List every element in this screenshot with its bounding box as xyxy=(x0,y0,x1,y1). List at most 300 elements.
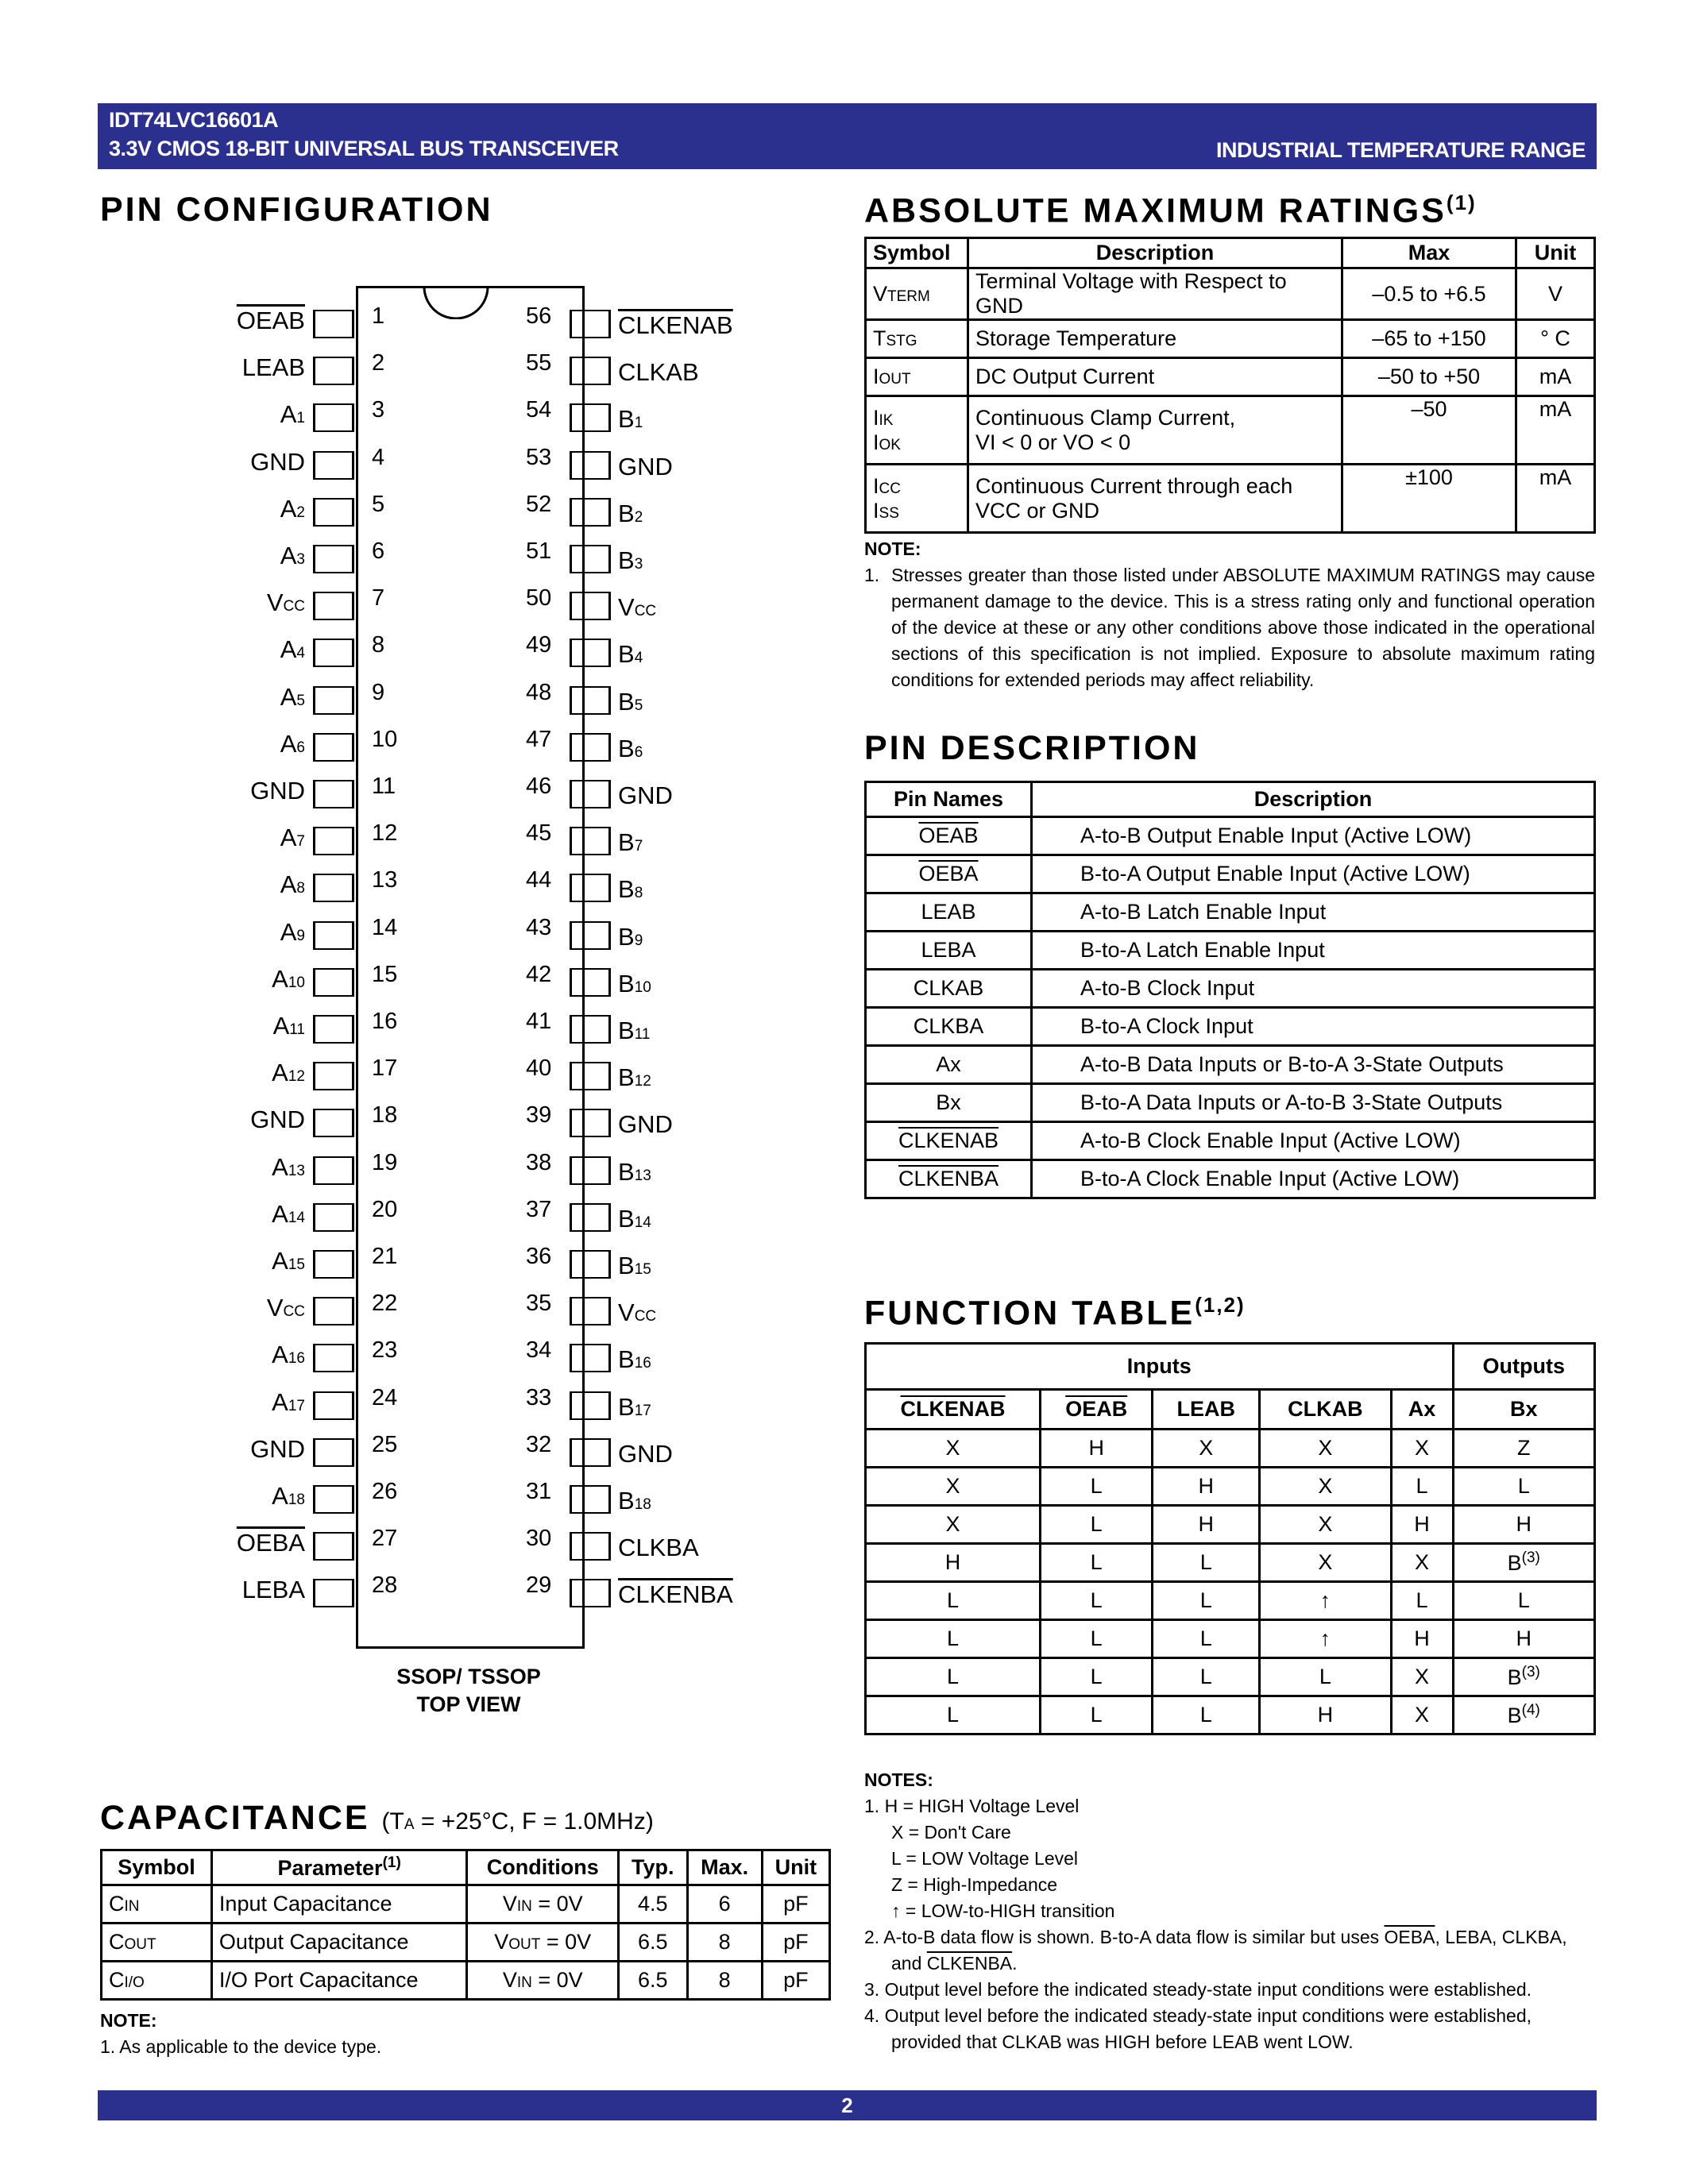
pin-34-lead xyxy=(570,1344,611,1372)
pin-37-label xyxy=(618,1205,651,1233)
pin-name: A12 xyxy=(272,1059,305,1087)
pin-3-number: 3 xyxy=(372,397,385,423)
capacitance-conditions: (TA = +25°C, F = 1.0MHz) xyxy=(381,1808,654,1835)
pin-desc-row xyxy=(866,1046,1595,1084)
pin-50-number: 50 xyxy=(526,585,552,612)
pin-name: B16 xyxy=(618,1345,651,1374)
ft-cell: H xyxy=(1153,1506,1260,1544)
pin-name: A14 xyxy=(272,1199,305,1228)
abs-description: Terminal Voltage with Respect to GND xyxy=(968,268,1342,320)
pin-49-label xyxy=(618,640,643,669)
ft-cell: X xyxy=(1391,1544,1453,1582)
ft-cell: L xyxy=(1041,1468,1153,1506)
pin-desc-row xyxy=(866,1122,1595,1160)
pin-8-number: 8 xyxy=(372,632,385,658)
ft-row xyxy=(866,1696,1595,1734)
pin-name: B10 xyxy=(618,969,651,997)
pin-9-lead xyxy=(313,686,354,715)
pin-desc-text: A-to-B Clock Input xyxy=(1032,970,1595,1008)
cap-typ: 4.5 xyxy=(619,1885,687,1924)
pin-name: GND xyxy=(618,1439,673,1468)
abs-description: Storage Temperature xyxy=(968,320,1342,358)
pin-39-lead xyxy=(570,1109,611,1137)
pin-43-number: 43 xyxy=(526,914,552,940)
pin-11-number: 11 xyxy=(372,774,396,799)
ft-cell: L xyxy=(1153,1582,1260,1620)
pin-24-number: 24 xyxy=(372,1384,398,1410)
pin-42-label xyxy=(618,970,651,998)
pin-name: VCC xyxy=(266,588,305,617)
pin-name: A4 xyxy=(280,635,305,664)
abs-col-desc: Description xyxy=(968,238,1342,268)
ft-cell: H xyxy=(1041,1430,1153,1468)
ft-cell: H xyxy=(1391,1506,1453,1544)
pin-19-label xyxy=(178,1153,305,1182)
ft-cell: L xyxy=(1041,1620,1153,1658)
pin-desc-row xyxy=(866,855,1595,893)
ft-note-1d: Z = High-Impedance xyxy=(891,1874,1058,1895)
pin-50-lead xyxy=(570,592,611,620)
ft-cell: X xyxy=(1260,1468,1391,1506)
abs-unit: mA xyxy=(1516,465,1595,533)
pin-38-lead xyxy=(570,1156,611,1185)
ft-cell: X xyxy=(1391,1696,1453,1734)
abs-max-value: –50 xyxy=(1342,396,1516,465)
abs-max-row xyxy=(866,358,1595,396)
function-table xyxy=(864,1342,1596,1735)
abs-description: DC Output Current xyxy=(968,358,1342,396)
pin-42-lead xyxy=(570,968,611,997)
page-number: 2 xyxy=(841,2093,853,2117)
pin-name: A10 xyxy=(272,964,305,993)
pin-desc-text: B-to-A Latch Enable Input xyxy=(1032,932,1595,970)
cap-row xyxy=(102,1885,830,1924)
pin-name: A17 xyxy=(272,1387,305,1416)
ft-note-1: 1. H = HIGH Voltage Level xyxy=(864,1796,1080,1816)
ft-cell: H xyxy=(1453,1620,1595,1658)
ft-cell: X xyxy=(1391,1658,1453,1696)
pin-8-lead xyxy=(313,639,354,667)
pin-desc-text: A-to-B Output Enable Input (Active LOW) xyxy=(1032,817,1595,855)
pin-40-number: 40 xyxy=(526,1055,552,1082)
pin-21-number: 21 xyxy=(372,1244,398,1269)
pin-36-label xyxy=(618,1252,651,1280)
pin-24-label xyxy=(178,1388,305,1417)
pin-desc-row xyxy=(866,893,1595,932)
pin-45-label xyxy=(618,828,643,857)
pin-7-number: 7 xyxy=(372,585,385,612)
ft-cell: L xyxy=(866,1582,1041,1620)
pin-name: B3 xyxy=(618,546,643,574)
pin-51-lead xyxy=(570,545,611,573)
cap-unit: pF xyxy=(762,1962,829,2000)
ft-note-1b: X = Don't Care xyxy=(891,1822,1011,1843)
pin-51-number: 51 xyxy=(526,538,552,564)
pin-35-number: 35 xyxy=(526,1291,552,1317)
pin-28-label xyxy=(178,1576,305,1604)
pin-36-lead xyxy=(570,1250,611,1279)
pin-28-number: 28 xyxy=(372,1572,398,1599)
capacitance-title-text: CAPACITANCE xyxy=(100,1799,370,1837)
pin-name: GND xyxy=(618,452,673,480)
pin-18-label xyxy=(178,1106,305,1134)
pin-13-label xyxy=(178,870,305,899)
package-view: TOP VIEW xyxy=(416,1692,521,1716)
pin-56-label xyxy=(618,311,733,340)
pin-48-lead xyxy=(570,686,611,715)
cap-max: 8 xyxy=(687,1924,762,1962)
pin-38-number: 38 xyxy=(526,1149,552,1175)
pin-4-label xyxy=(178,448,305,477)
pin-46-number: 46 xyxy=(526,774,552,799)
ft-cell: X xyxy=(866,1506,1041,1544)
ft-cell: L xyxy=(1041,1544,1153,1582)
pin-desc-row xyxy=(866,817,1595,855)
pin-28-lead xyxy=(313,1579,354,1607)
pin-42-number: 42 xyxy=(526,961,552,987)
cap-col-cond: Conditions xyxy=(467,1850,619,1885)
pin-desc-name: CLKBA xyxy=(866,1008,1032,1046)
cap-col-symbol: Symbol xyxy=(102,1850,212,1885)
pin-name: B2 xyxy=(618,499,643,527)
abs-max-value: –0.5 to +6.5 xyxy=(1342,268,1516,320)
pin-name: CLKAB xyxy=(618,358,699,387)
ft-cell: $B^{(3)}$ xyxy=(1453,1544,1595,1582)
pin-desc-name: LEBA xyxy=(866,932,1032,970)
pin-44-lead xyxy=(570,874,611,902)
ft-cell: $B^{(4)}$ xyxy=(1453,1696,1595,1734)
abs-symbol: TSTG xyxy=(866,320,968,358)
pin-name: A11 xyxy=(272,1012,305,1040)
func-table-notes xyxy=(864,1767,1595,2055)
ft-row xyxy=(866,1506,1595,1544)
cap-unit: pF xyxy=(762,1885,829,1924)
pin-desc-name: OEBA xyxy=(866,855,1032,893)
pin-name: B13 xyxy=(618,1157,651,1186)
abs-unit: ° C xyxy=(1516,320,1595,358)
ft-cell: $B^{(3)}$ xyxy=(1453,1658,1595,1696)
abs-symbol: VTERM xyxy=(866,268,968,320)
ft-cell: X xyxy=(1260,1506,1391,1544)
pin-40-label xyxy=(618,1063,651,1092)
ft-col-bx: Bx xyxy=(1453,1390,1595,1430)
pin-11-lead xyxy=(313,780,354,808)
pin-14-lead xyxy=(313,921,354,950)
pin-1-label xyxy=(178,307,305,335)
pin-name: B4 xyxy=(618,640,643,669)
pin-name: A6 xyxy=(280,729,305,758)
abs-note-label: NOTE: xyxy=(864,538,921,559)
cap-typ: 6.5 xyxy=(619,1924,687,1962)
pin-40-lead xyxy=(570,1062,611,1090)
pin-32-number: 32 xyxy=(526,1431,552,1457)
pin-33-number: 33 xyxy=(526,1384,552,1410)
pin-17-label xyxy=(178,1059,305,1087)
pin-48-number: 48 xyxy=(526,679,552,705)
pin-name: CLKENAB xyxy=(618,311,733,339)
pin-20-lead xyxy=(313,1203,354,1232)
pin-4-number: 4 xyxy=(372,444,385,470)
pin-5-label xyxy=(178,495,305,523)
pin-name: CLKENBA xyxy=(618,1580,733,1609)
pin-name: OEBA xyxy=(236,1529,305,1557)
pin-33-label xyxy=(618,1393,651,1422)
ft-cell: L xyxy=(1391,1582,1453,1620)
pin-30-lead xyxy=(570,1532,611,1561)
cap-cond: VIN = 0V xyxy=(467,1962,619,2000)
pin-name: A3 xyxy=(280,542,305,569)
abs-max-row xyxy=(866,268,1595,320)
pin-30-label xyxy=(618,1534,699,1562)
ft-note-3: 3. Output level before the indicated steady-state input conditions were established. xyxy=(864,1979,1532,2000)
abs-max-value: –65 to +150 xyxy=(1342,320,1516,358)
pin-desc-text: A-to-B Data Inputs or B-to-A 3-State Outputs xyxy=(1032,1046,1595,1084)
cap-cond: VIN = 0V xyxy=(467,1885,619,1924)
ft-cell: X xyxy=(1391,1430,1453,1468)
pin-24-lead xyxy=(313,1391,354,1420)
pin-41-label xyxy=(618,1017,650,1045)
pin-name: A15 xyxy=(272,1247,305,1275)
pin-46-lead xyxy=(570,780,611,808)
pin-29-number: 29 xyxy=(526,1572,552,1599)
pin-15-lead xyxy=(313,968,354,997)
ft-cell: L xyxy=(1260,1658,1391,1696)
pin-20-number: 20 xyxy=(372,1196,398,1222)
pin-50-label xyxy=(618,593,656,622)
ft-cell: L xyxy=(1041,1582,1153,1620)
pin-36-number: 36 xyxy=(526,1244,552,1269)
pd-col-name: Pin Names xyxy=(866,782,1032,817)
pin-18-lead xyxy=(313,1109,354,1137)
ft-cell: L xyxy=(1041,1696,1153,1734)
ft-row xyxy=(866,1582,1595,1620)
ft-row xyxy=(866,1658,1595,1696)
pin-name: A2 xyxy=(280,494,305,523)
abs-max-note xyxy=(864,536,1595,693)
pin-name: LEBA xyxy=(241,1576,305,1604)
ft-cell: ↑ xyxy=(1260,1582,1391,1620)
pin-desc-name: Bx xyxy=(866,1084,1032,1122)
pin-1-number: 1 xyxy=(372,303,385,329)
pin-25-number: 25 xyxy=(372,1431,398,1457)
pin-23-lead xyxy=(313,1344,354,1372)
pin-desc-row xyxy=(866,1084,1595,1122)
pin-41-lead xyxy=(570,1015,611,1044)
pin-name: B11 xyxy=(618,1017,651,1044)
abs-unit: V xyxy=(1516,268,1595,320)
pin-19-lead xyxy=(313,1156,354,1185)
cap-max: 8 xyxy=(687,1962,762,2000)
pin-34-number: 34 xyxy=(526,1337,552,1364)
pin-52-label xyxy=(618,500,643,528)
ft-row xyxy=(866,1430,1595,1468)
pin-46-label xyxy=(618,781,673,810)
cap-typ: 6.5 xyxy=(619,1962,687,2000)
pin-5-lead xyxy=(313,498,354,527)
pin-desc-title: PIN DESCRIPTION xyxy=(864,729,1200,767)
package-label xyxy=(350,1663,588,1719)
pin-49-number: 49 xyxy=(526,632,552,658)
abs-symbol: IIK IOK xyxy=(866,396,968,465)
ft-cell: X xyxy=(866,1468,1041,1506)
pin-name: B8 xyxy=(618,875,643,904)
pin-15-number: 15 xyxy=(372,961,398,987)
pin-name: GND xyxy=(250,1434,305,1463)
ft-cell: ↑ xyxy=(1260,1620,1391,1658)
abs-note-num: 1. xyxy=(864,565,880,585)
pin-2-number: 2 xyxy=(372,350,385,376)
ft-cell: H xyxy=(1453,1506,1595,1544)
pin-9-number: 9 xyxy=(372,679,385,705)
pin-31-label xyxy=(618,1487,651,1515)
pin-name: B15 xyxy=(618,1252,651,1279)
ft-cell: L xyxy=(1041,1506,1153,1544)
pd-col-desc: Description xyxy=(1032,782,1595,817)
pin-27-label xyxy=(178,1529,305,1557)
pin-name: A7 xyxy=(280,824,305,852)
pin-desc-name: CLKENAB xyxy=(866,1122,1032,1160)
pin-13-lead xyxy=(313,874,354,902)
pin-54-number: 54 xyxy=(526,397,552,423)
cap-row xyxy=(102,1924,830,1962)
pin-25-label xyxy=(178,1435,305,1464)
pin-7-lead xyxy=(313,592,354,620)
cap-col-typ: Typ. xyxy=(619,1850,687,1885)
pin-25-lead xyxy=(313,1438,354,1467)
ft-cell: L xyxy=(866,1620,1041,1658)
pin-52-number: 52 xyxy=(526,491,552,517)
abs-max-value: –50 to +50 xyxy=(1342,358,1516,396)
abs-description: Continuous Clamp Current, VI < 0 or VO < 0 xyxy=(968,396,1342,465)
pin-12-lead xyxy=(313,827,354,855)
ft-cell: H xyxy=(1260,1696,1391,1734)
part-title: 3.3V CMOS 18-BIT UNIVERSAL BUS TRANSCEIVER xyxy=(109,137,619,160)
pin-name: B6 xyxy=(618,734,643,762)
abs-col-max: Max xyxy=(1342,238,1516,268)
pin-20-label xyxy=(178,1200,305,1229)
pin-37-number: 37 xyxy=(526,1196,552,1222)
pin-48-label xyxy=(618,688,643,716)
ft-row xyxy=(866,1620,1595,1658)
pin-2-lead xyxy=(313,357,354,385)
cap-unit: pF xyxy=(762,1924,829,1962)
cap-symbol: CI/O xyxy=(102,1962,212,2000)
pin-desc-text: B-to-A Output Enable Input (Active LOW) xyxy=(1032,855,1595,893)
ft-cell: X xyxy=(1153,1430,1260,1468)
pin-name: A13 xyxy=(272,1152,305,1181)
pin-1-lead xyxy=(313,310,354,338)
package-name: SSOP/ TSSOP xyxy=(396,1665,541,1688)
ft-col-clkab: CLKAB xyxy=(1260,1390,1391,1430)
pin-6-lead xyxy=(313,545,354,573)
pin-10-lead xyxy=(313,733,354,762)
pin-14-number: 14 xyxy=(372,914,398,940)
pin-9-label xyxy=(178,683,305,712)
pin-name: A16 xyxy=(272,1341,305,1369)
pin-44-number: 44 xyxy=(526,867,552,893)
ft-cell: X xyxy=(866,1430,1041,1468)
pin-17-lead xyxy=(313,1062,354,1090)
pin-4-lead xyxy=(313,451,354,480)
pin-10-label xyxy=(178,730,305,758)
pin-39-number: 39 xyxy=(526,1102,552,1129)
abs-max-title: ABSOLUTE MAXIMUM RATINGS$^{(1)}$ xyxy=(864,191,1477,230)
pin-18-number: 18 xyxy=(372,1102,398,1129)
abs-unit: mA xyxy=(1516,396,1595,465)
cap-note-label: NOTE: xyxy=(100,2010,157,2031)
pin-32-label xyxy=(618,1440,673,1468)
pin-27-lead xyxy=(313,1532,354,1561)
ft-cell: L xyxy=(1153,1696,1260,1734)
pin-52-lead xyxy=(570,498,611,527)
pin-15-label xyxy=(178,965,305,994)
pin-name: B17 xyxy=(618,1392,651,1421)
cap-symbol: COUT xyxy=(102,1924,212,1962)
ft-inputs-header: Inputs xyxy=(866,1344,1454,1390)
pin-53-label xyxy=(618,453,673,481)
pin-name: GND xyxy=(250,447,305,476)
pin-37-lead xyxy=(570,1203,611,1232)
cap-col-param: Parameter$^{(1)}$ xyxy=(211,1850,466,1885)
pin-31-number: 31 xyxy=(526,1479,552,1504)
pin-name: B5 xyxy=(618,687,643,716)
pin-56-lead xyxy=(570,310,611,338)
ft-cell: H xyxy=(1153,1468,1260,1506)
abs-col-symbol: Symbol xyxy=(866,238,968,268)
page-header xyxy=(98,103,1597,169)
pin-desc-table xyxy=(864,781,1596,1199)
pin-name: CLKBA xyxy=(618,1534,699,1562)
pin-name: A5 xyxy=(280,682,305,711)
pin-33-lead xyxy=(570,1391,611,1420)
pin-desc-text: B-to-A Clock Enable Input (Active LOW) xyxy=(1032,1160,1595,1198)
pin-45-lead xyxy=(570,827,611,855)
abs-max-row xyxy=(866,396,1595,465)
pin-29-label xyxy=(618,1580,733,1609)
pin-7-label xyxy=(178,588,305,617)
ft-col-leab: LEAB xyxy=(1153,1390,1260,1430)
ft-cell: L xyxy=(1153,1658,1260,1696)
ft-col-ax: Ax xyxy=(1391,1390,1453,1430)
ft-row xyxy=(866,1544,1595,1582)
pin-name: VCC xyxy=(266,1294,305,1322)
pin-8-label xyxy=(178,635,305,664)
abs-col-unit: Unit xyxy=(1516,238,1595,268)
pin-desc-row xyxy=(866,1008,1595,1046)
abs-max-table xyxy=(864,237,1596,534)
pin-35-lead xyxy=(570,1297,611,1325)
pin-51-label xyxy=(618,546,643,575)
pin-name: GND xyxy=(618,781,673,809)
pin-22-label xyxy=(178,1294,305,1322)
abs-note-text: Stresses greater than those listed under ABSOLUTE MAXIMUM RATINGS may cause permanent damage to the device. This is a stress rating only and functional operation of the device at these or any other conditions above those indicated in the operational sections of this specification is not implied. Exposure to absolute maximum rating conditions for extended periods may affect reliability. xyxy=(891,565,1595,690)
pin-16-lead xyxy=(313,1015,354,1044)
pin-34-label xyxy=(618,1345,651,1374)
pin-31-lead xyxy=(570,1485,611,1514)
pin-name: A18 xyxy=(272,1482,305,1510)
pin-22-number: 22 xyxy=(372,1291,398,1317)
pin-config-title: PIN CONFIGURATION xyxy=(100,191,493,229)
pin-43-lead xyxy=(570,921,611,950)
cap-row xyxy=(102,1962,830,2000)
pin-55-lead xyxy=(570,357,611,385)
pin-39-label xyxy=(618,1110,673,1139)
pin-desc-name: Ax xyxy=(866,1046,1032,1084)
pin-name: GND xyxy=(618,1110,673,1139)
cap-max: 6 xyxy=(687,1885,762,1924)
pin-19-number: 19 xyxy=(372,1149,398,1175)
pin-44-label xyxy=(618,875,643,904)
